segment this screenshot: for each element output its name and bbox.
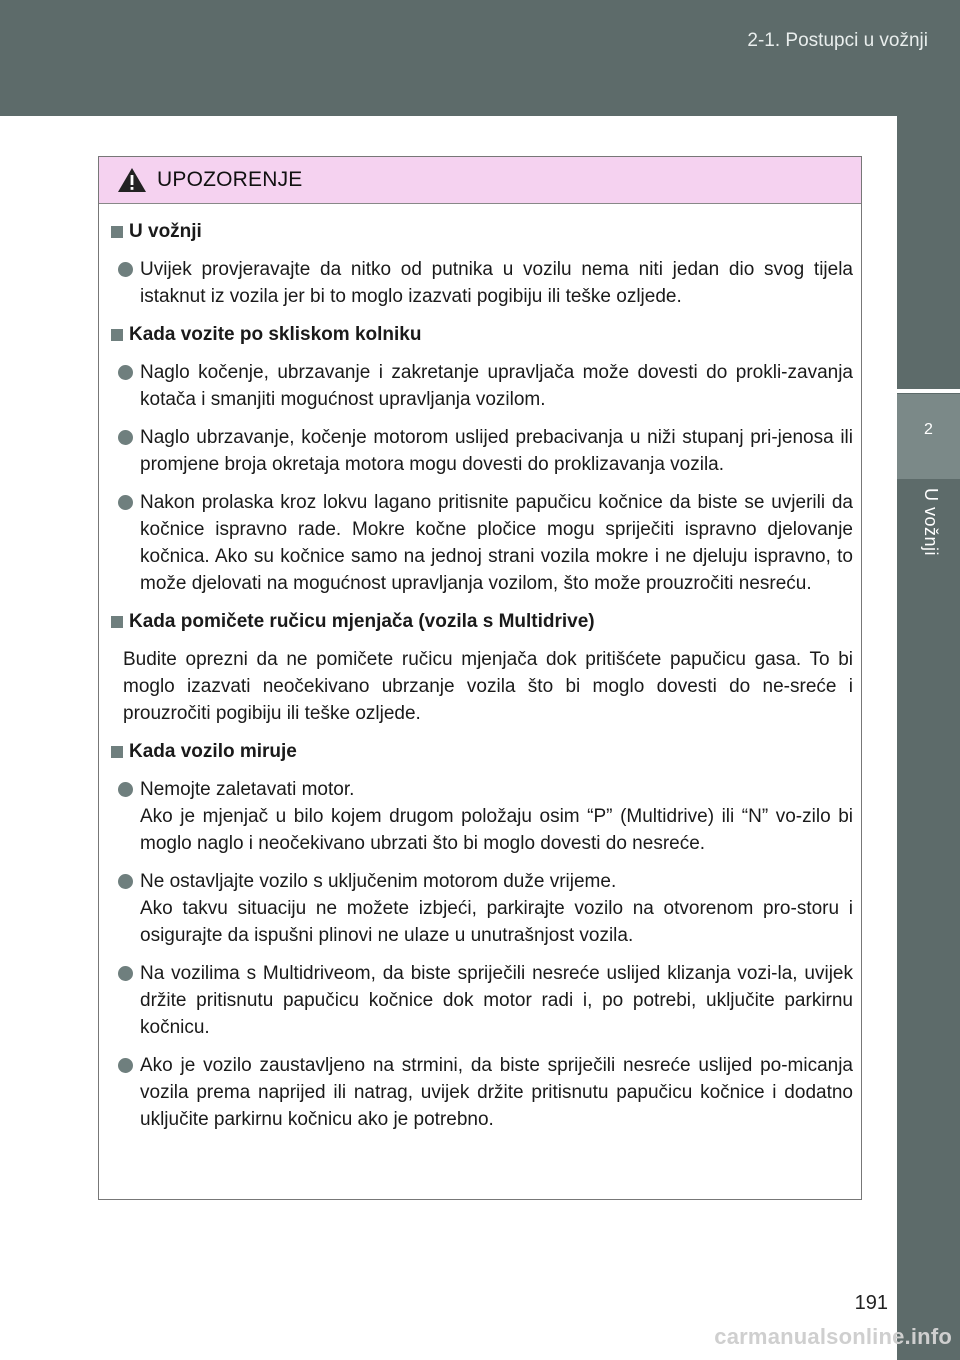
bullet-text: Naglo ubrzavanje, kočenje motorom uslijed prebacivanja u niži stupanj pri-jenosa ili promjene broja okretaja motora mogu dovesti do proklizavanja vozila. xyxy=(140,427,853,475)
warning-section xyxy=(111,608,853,727)
bullet-text: Nakon prolaska kroz lokvu lagano pritisnite papučicu kočnice da biste se uvjerili da kočnice ispravno rade. Mokre kočne pločice mogu spriječiti ispravno djelovanje kočnica. Ako su kočnice samo na jednoj strani vozila mokre i ne djeluju ispravno, to može djelovati na mogućnost upravljanja vozilom, što može prouzročiti nesreću. xyxy=(140,492,853,594)
section-title-text: Kada vozilo miruje xyxy=(129,741,297,762)
section-title-text: Kada vozite po skliskom kolniku xyxy=(129,324,422,345)
warning-triangle-icon xyxy=(117,167,147,193)
watermark[interactable]: carmanualsonline.info xyxy=(714,1324,952,1349)
section-title xyxy=(111,321,853,348)
square-bullet-icon xyxy=(111,616,123,628)
square-bullet-icon xyxy=(111,226,123,238)
bullet-text: Nemojte zaletavati motor. xyxy=(140,779,355,800)
bullet-item xyxy=(111,868,853,949)
square-bullet-icon xyxy=(111,746,123,758)
bullet-text: Na vozilima s Multidriveom, da biste spriječili nesreće uslijed klizanja vozi-la, uvijek držite pritisnutu papučicu kočnice dok motor radi i, po potrebi, uključite parkirnu kočnicu. xyxy=(140,963,853,1038)
section-title xyxy=(111,738,853,765)
circle-bullet-icon xyxy=(118,430,133,445)
warning-section xyxy=(111,218,853,310)
header-band xyxy=(0,0,960,116)
warning-title: UPOZORENJE xyxy=(157,168,303,191)
bullet-item xyxy=(111,359,853,413)
bullet-text: Ako je vozilo zaustavljeno na strmini, da biste spriječili nesreće uslijed po-micanja vozila prema naprijed ili natrag, uvijek držite pritisnutu papučicu kočnice i dodatno uključite parkirnu kočnicu ako je potrebno. xyxy=(140,1055,853,1130)
bullet-item xyxy=(111,1052,853,1133)
bullet-text: Ako je mjenjač u bilo kojem drugom položaju osim “P” (Multidrive) ili “N” vo-zilo bi moglo naglo i neočekivano ubrzati što bi moglo dovesti do nesreće. xyxy=(140,806,853,854)
circle-bullet-icon xyxy=(118,365,133,380)
bullet-text: Naglo kočenje, ubrzavanje i zakretanje upravljača može dovesti do prokli-zavanja kotača i smanjiti mogućnost upravljanja vozilom. xyxy=(140,362,853,410)
warning-header xyxy=(99,157,861,204)
section-paragraph xyxy=(111,646,853,727)
chapter-title: U vožnji xyxy=(921,488,941,557)
warning-section xyxy=(111,738,853,1133)
square-bullet-icon xyxy=(111,329,123,341)
bullet-item xyxy=(111,256,853,310)
section-title-text: U vožnji xyxy=(129,221,202,242)
circle-bullet-icon xyxy=(118,782,133,797)
warning-body xyxy=(99,204,861,1133)
circle-bullet-icon xyxy=(118,1058,133,1073)
circle-bullet-icon xyxy=(118,874,133,889)
side-tab-divider xyxy=(897,389,960,393)
bullet-item xyxy=(111,960,853,1041)
chapter-number: 2 xyxy=(924,421,933,438)
bullet-text: Ne ostavljajte vozilo s uključenim motorom duže vrijeme. xyxy=(140,871,617,892)
section-heading: 2-1. Postupci u vožnji xyxy=(747,30,928,51)
section-title xyxy=(111,218,853,245)
circle-bullet-icon xyxy=(118,495,133,510)
page-number: 191 xyxy=(854,1292,888,1314)
section-title-text: Kada pomičete ručicu mjenjača (vozila s Multidrive) xyxy=(129,611,595,632)
bullet-item xyxy=(111,776,853,857)
warning-section xyxy=(111,321,853,597)
section-title xyxy=(111,608,853,635)
bullet-item xyxy=(111,489,853,597)
paragraph-text: Budite oprezni da ne pomičete ručicu mjenjača dok pritišćete papučicu gasa. To bi moglo izazvati neočekivano ubrzanje vozila što bi moglo dovesti do ne-sreće i prouzročiti pogibiju ili teške ozljede. xyxy=(123,649,853,724)
bullet-item xyxy=(111,424,853,478)
bullet-text: Uvijek provjeravajte da nitko od putnika u vozilu nema niti jedan dio svog tijela istaknut iz vozila jer bi to moglo izazvati pogibiju ili teške ozljede. xyxy=(140,259,853,307)
bullet-text: Ako takvu situaciju ne možete izbjeći, parkirajte vozilo na otvorenom pro-storu i osigurajte da ispušni plinovi ne ulaze u unutrašnjost vozila. xyxy=(140,898,853,946)
warning-box xyxy=(98,156,862,1200)
circle-bullet-icon xyxy=(118,966,133,981)
chapter-side-tab xyxy=(897,116,960,1360)
circle-bullet-icon xyxy=(118,262,133,277)
